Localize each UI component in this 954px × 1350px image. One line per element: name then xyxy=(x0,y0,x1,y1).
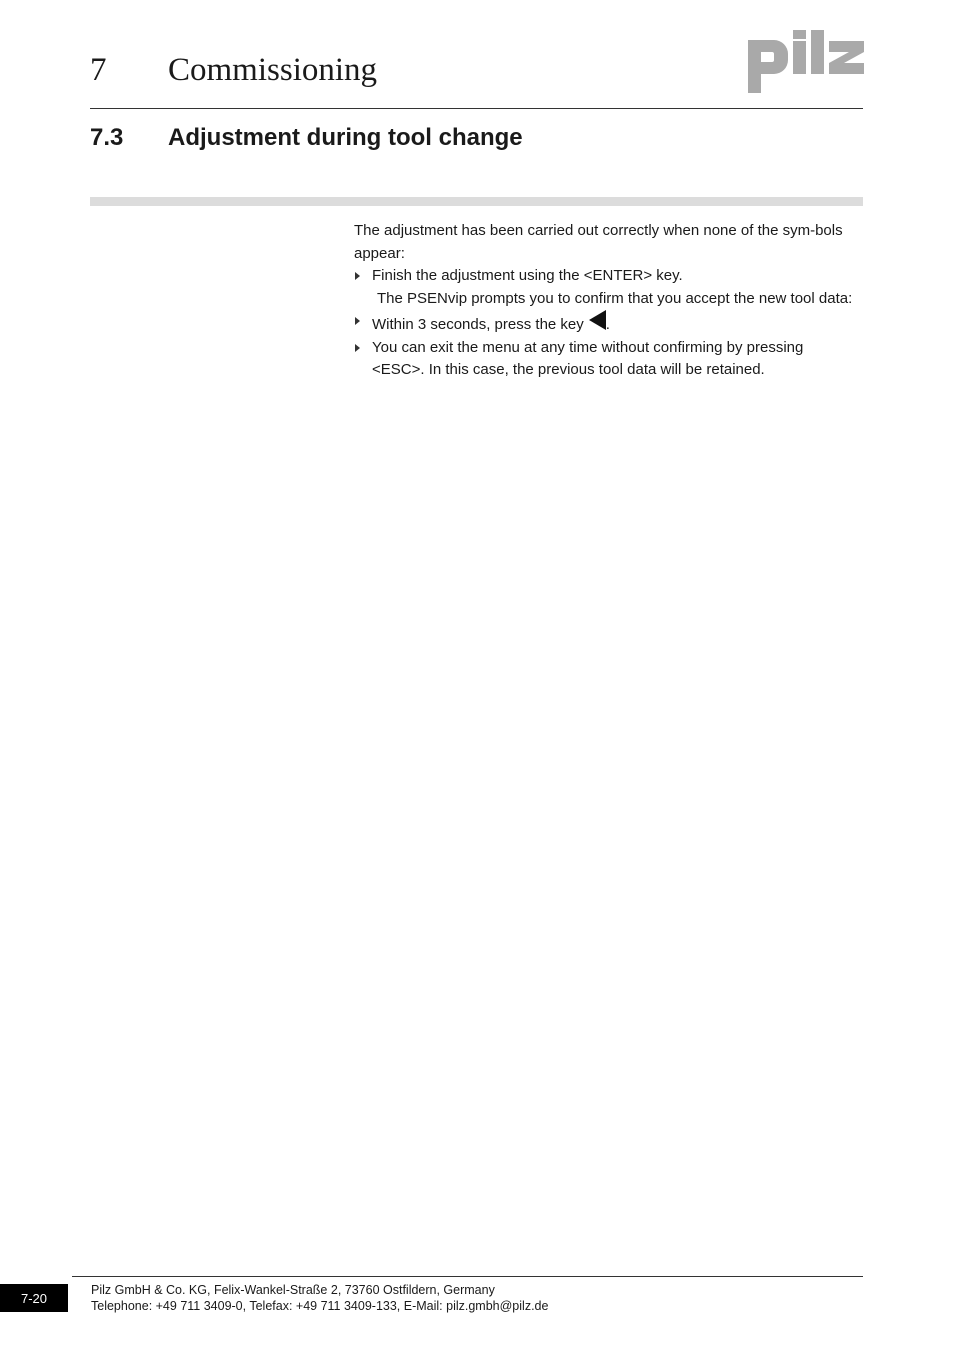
section-band xyxy=(90,197,863,206)
bullet-arrow-icon xyxy=(355,272,360,280)
left-arrow-key-icon xyxy=(589,310,606,330)
footer-address: Pilz GmbH & Co. KG, Felix-Wankel-Straße 2, 73760 Ostfildern, Germany xyxy=(91,1283,495,1297)
step-text: Within 3 seconds, press the key xyxy=(372,316,584,333)
footer-contact: Telephone: +49 711 3409-0, Telefax: +49 711 3409-133, E-Mail: pilz.gmbh@pilz.de xyxy=(91,1299,549,1313)
pilz-logo xyxy=(746,28,866,94)
header-divider xyxy=(90,108,863,109)
footer-divider xyxy=(72,1276,863,1277)
bullet-arrow-icon xyxy=(355,344,360,352)
chapter-number: 7 xyxy=(90,52,107,88)
step-item xyxy=(354,337,859,382)
body-text xyxy=(354,220,859,382)
page-number-badge: 7-20 xyxy=(0,1284,68,1312)
step-text: You can exit the menu at any time without confirming by pressing <ESC>. In this case, the previous tool data will be retained. xyxy=(372,338,804,378)
step-text-end: . xyxy=(605,316,610,333)
intro-paragraph: The adjustment has been carried out correctly when none of the sym-bols appear: xyxy=(354,222,843,262)
step-item xyxy=(354,265,859,288)
step-text: Finish the adjustment using the <ENTER> key. xyxy=(372,267,683,284)
section-number: 7.3 xyxy=(90,124,124,151)
bullet-arrow-icon xyxy=(355,317,360,325)
section-title: Adjustment during tool change xyxy=(168,124,523,151)
step-item xyxy=(354,310,859,337)
step-result: The PSENvip prompts you to confirm that you accept the new tool data: xyxy=(377,289,853,307)
chapter-title: Commissioning xyxy=(168,52,378,88)
